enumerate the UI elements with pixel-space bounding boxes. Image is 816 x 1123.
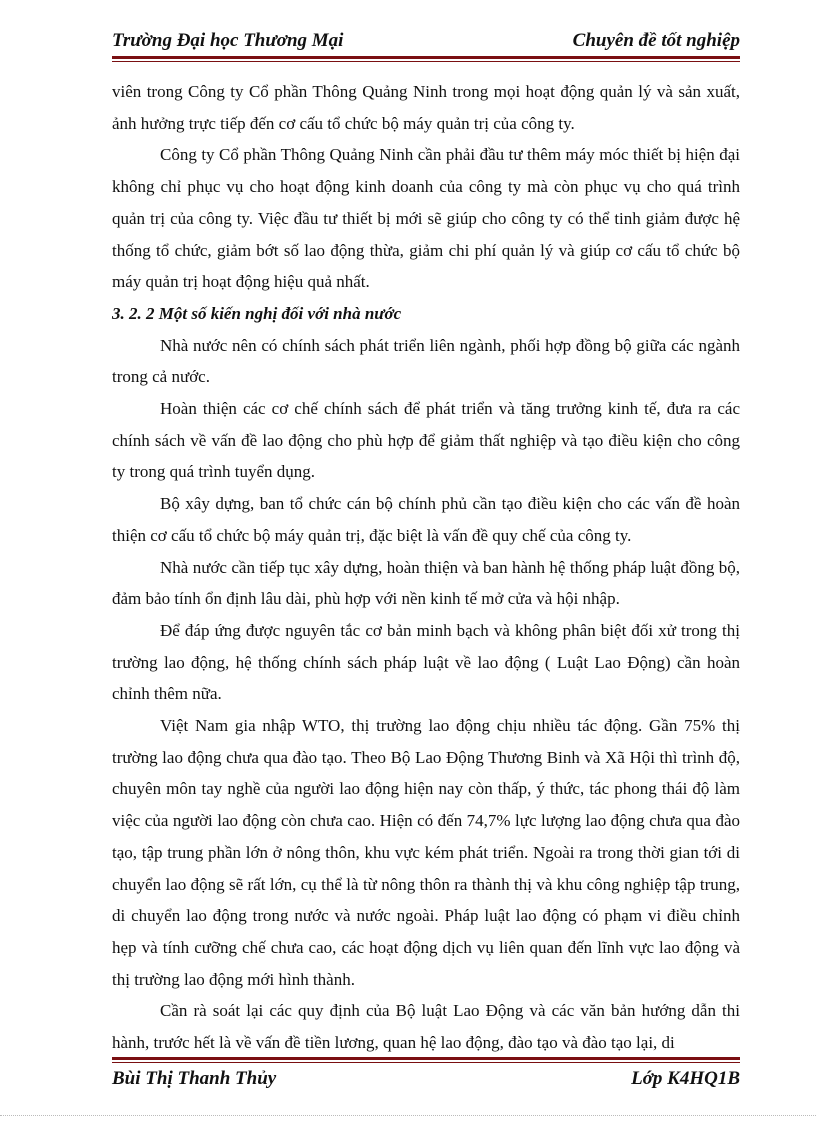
paragraph: Nhà nước cần tiếp tục xây dựng, hoàn thiện và ban hành hệ thống pháp luật đồng bộ, đảm bảo tính ổn định lâu dài, phù hợp với nền kinh tế mở cửa và hội nhập. [112,557,740,609]
footer-class: Lớp K4HQ1B [631,1068,740,1089]
header-rule-thin [112,61,740,62]
paragraph: Nhà nước nên có chính sách phát triển liên ngành, phối hợp đồng bộ giữa các ngành trong cả nước. [112,335,740,387]
page-header [112,30,740,58]
page-break-line [0,1115,816,1116]
footer-rule-thin [112,1062,740,1063]
section-heading: 3. 2. 2 Một số kiến nghị đối với nhà nước [112,303,402,323]
paragraph: Cần rà soát lại các quy định của Bộ luật Lao Động và các văn bản hướng dẫn thi hành, trước hết là về vấn đề tiền lương, quan hệ lao động, đào tạo và đào tạo lại, di [112,1001,740,1053]
footer-author: Bùi Thị Thanh Thủy [112,1068,277,1089]
paragraph: Bộ xây dựng, ban tổ chức cán bộ chính phủ cần tạo điều kiện cho các vấn đề hoàn thiện cơ cấu tổ chức bộ máy quản trị, đặc biệt là vấn đề quy chế của công ty. [112,494,740,545]
page-footer [112,1068,740,1096]
header-rule-thick [112,56,740,59]
paragraph: Hoàn thiện các cơ chế chính sách để phát triển và tăng trưởng kinh tế, đưa ra các chính sách về vấn đề lao động cho phù hợp để giảm thất nghiệp và tạo điều kiện cho công ty trong quá trình tuyển dụng. [112,399,740,482]
paragraph: Công ty Cổ phần Thông Quảng Ninh cần phải đầu tư thêm máy móc thiết bị hiện đại không chỉ phục vụ cho hoạt động kinh doanh của công ty mà còn phục vụ cho quá trình quản trị của công ty. Việc đầu tư thiết bị mới sẽ giúp cho công ty có thể tinh giảm được hệ thống tổ chức, giảm bớt số lao động thừa, giảm chi phí quản lý và giúp cơ cấu tổ chức bộ máy quản trị hoạt động hiệu quả nhất. [112,145,740,292]
header-institution: Trường Đại học Thương Mại [112,30,344,51]
paragraph: Việt Nam gia nhập WTO, thị trường lao động chịu nhiều tác động. Gần 75% thị trường lao động chưa qua đào tạo. Theo Bộ Lao Động Thương Binh và Xã Hội thì trình độ, chuyên môn tay nghề của người lao động hiện nay còn thấp, ý thức, tác phong thái độ làm việc của người lao động còn chưa cao. Hiện có đến 74,7% lực lượng lao động chưa qua đào tạo, tập trung phần lớn ở nông thôn, khu vực kém phát triển. Ngoài ra trong thời gian tới di chuyển lao động sẽ rất lớn, cụ thể là từ nông thôn ra thành thị và khu công nghiệp tập trung, di chuyển lao động trong nước và nước ngoài. Pháp luật lao động có phạm vi điều chỉnh hẹp và tính cưỡng chế chưa cao, các hoạt động dịch vụ liên quan đến lĩnh vực lao động và thị trường lao động mới hình thành. [112,716,740,989]
paragraph-continued: viên trong Công ty Cổ phần Thông Quảng Ninh trong mọi hoạt động quản lý và sản xuất, ảnh hưởng trực tiếp đến cơ cấu tổ chức bộ máy quản trị của công ty. [112,82,740,133]
header-document-type: Chuyên đề tốt nghiệp [572,30,740,51]
page-body [112,76,740,1059]
footer-rule-thick [112,1057,740,1060]
paragraph: Để đáp ứng được nguyên tắc cơ bản minh bạch và không phân biệt đối xử trong thị trường lao động, hệ thống chính sách pháp luật về lao động ( Luật Lao Động) cần hoàn chỉnh thêm nữa. [112,620,740,704]
